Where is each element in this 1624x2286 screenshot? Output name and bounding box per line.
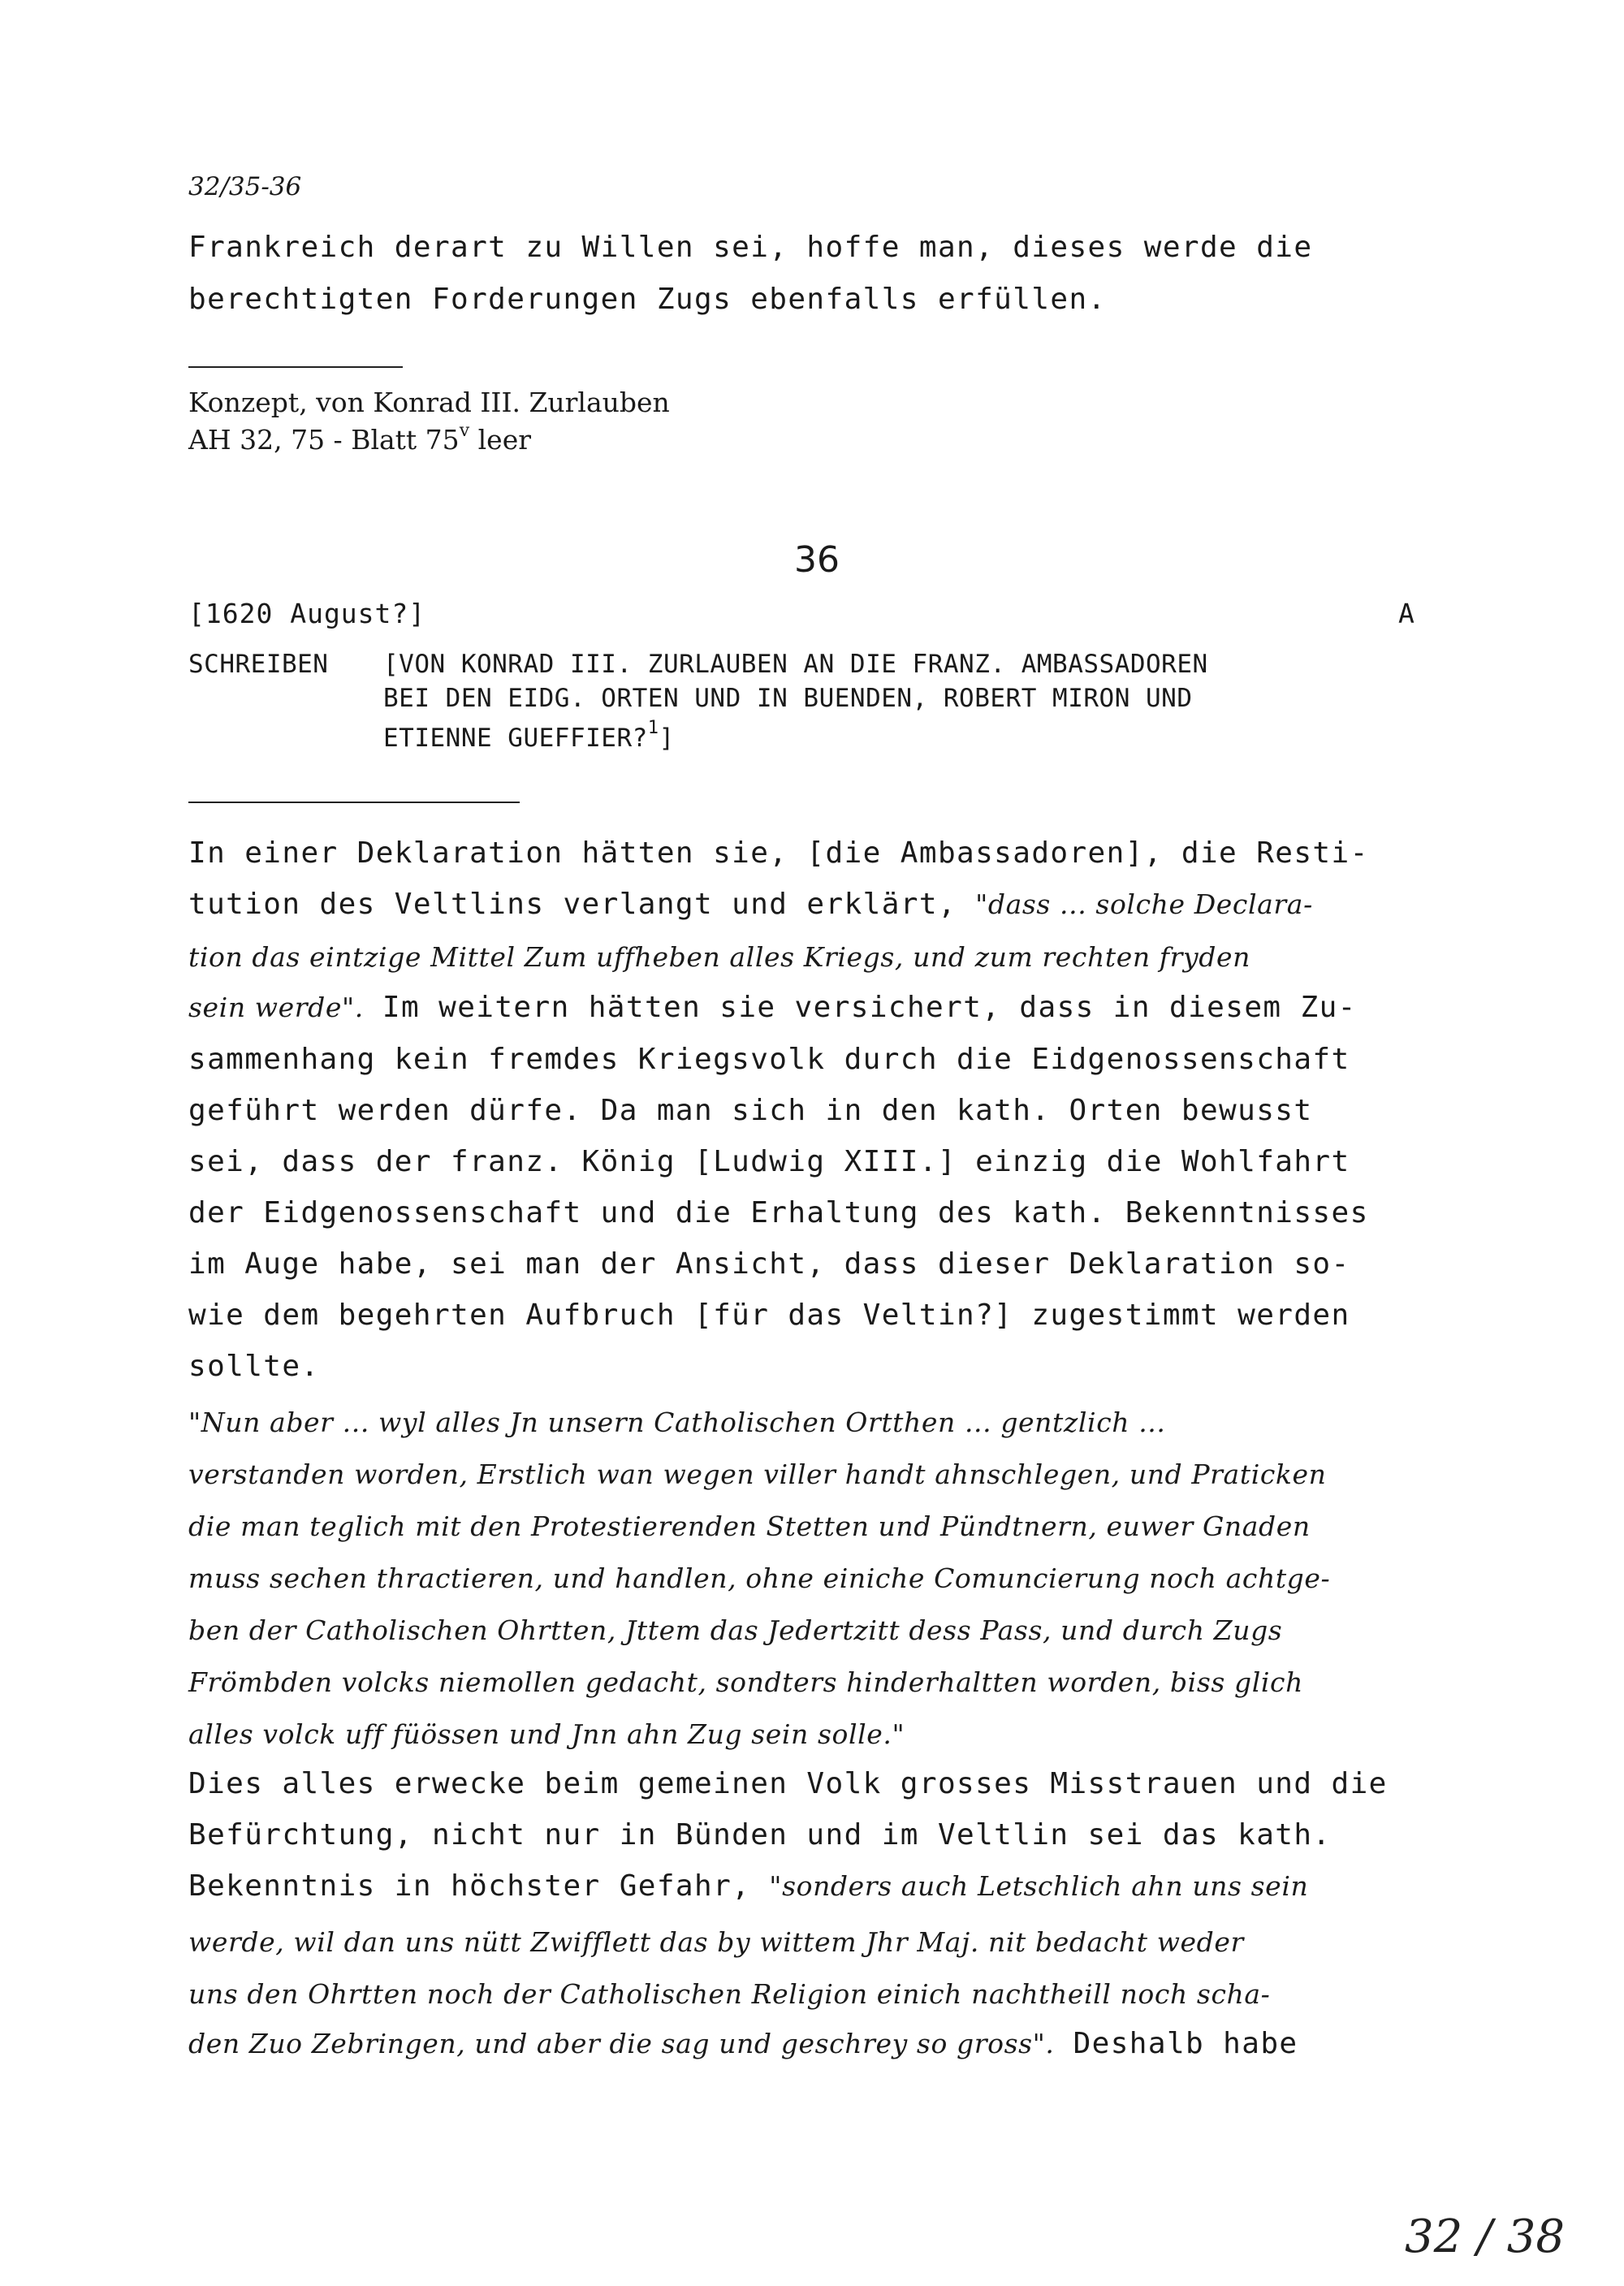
superscript: v (459, 421, 470, 441)
body-line (188, 888, 1313, 921)
body-line (188, 2027, 1298, 2060)
quotation-line: Frömbden volcks niemollen gedacht, sondters hinderhaltten worden, biss glich (188, 1666, 1303, 1698)
quotation-line: alles volck uff füössen und Jnn ahn Zug sein solle." (188, 1718, 905, 1750)
body-line: In einer Deklaration hätten sie, [die Ambassadoren], die Resti- (188, 836, 1369, 870)
body-line: geführt werden dürfe. Da man sich in den kath. Orten bewusst (188, 1094, 1313, 1127)
page-reference: 32/35-36 (188, 172, 302, 201)
quotation-text: "dass ... solche Declara- (975, 888, 1313, 920)
body-line: Befürchtung, nicht nur in Bünden und im Veltlin sei das kath. (188, 1818, 1332, 1852)
body-line: sammenhang kein fremdes Kriegsvolk durch die Eidgenossenschaft (188, 1043, 1350, 1076)
body-line: im Auge habe, sei man der Ansicht, dass dieser Deklaration so- (188, 1247, 1350, 1281)
body-line (188, 1869, 1308, 1903)
footnote-marker: 1 (647, 718, 659, 738)
body-line: Dies alles erwecke beim gemeinen Volk grosses Misstrauen und die (188, 1767, 1388, 1800)
heading-line (383, 718, 675, 753)
body-text: tution des Veltlins verlangt und erklärt, (188, 888, 976, 921)
body-text: Im weitern hätten sie versichert, dass in diesem Zu- (363, 991, 1357, 1024)
handwritten-folio-number: 32 / 38 (1405, 2210, 1565, 2263)
source-note-text: leer (469, 424, 532, 456)
heading-text: ETIENNE GUEFFIER? (383, 724, 648, 753)
body-line: der Eidgenossenschaft und die Erhaltung des kath. Bekenntnisses (188, 1196, 1369, 1229)
quotation-text: sein werde". (188, 992, 364, 1023)
source-note-text: AH 32, 75 - Blatt 75 (188, 424, 460, 456)
quotation-line: ben der Catholischen Ohrtten, Jttem das Jedertzitt dess Pass, und durch Zugs (188, 1614, 1283, 1646)
heading-label: SCHREIBEN (188, 650, 329, 679)
document-date: [1620 August?] (188, 598, 426, 629)
quotation-text: "sonders auch Letschlich ahn uns sein (769, 1870, 1309, 1902)
document-number: 36 (794, 539, 840, 581)
quotation-line: muss sechen thractieren, und handlen, ohne einiche Comuncierung noch achtge- (188, 1562, 1331, 1594)
quotation-text: den Zuo Zebringen, und aber die sag und geschrey so gross". (188, 2028, 1055, 2059)
quotation-line: "Nun aber ... wyl alles Jn unsern Catholischen Ortthen ... gentzlich ... (188, 1407, 1166, 1438)
quotation-line: die man teglich mit den Protestierenden Stetten und Pündtnern, euwer Gnaden (188, 1510, 1311, 1542)
body-text: Deshalb habe (1054, 2027, 1298, 2060)
body-line: wie dem begehrten Aufbruch [für das Veltin?] zugestimmt werden (188, 1299, 1350, 1332)
quotation-line: uns den Ohrtten noch der Catholischen Religion einich nachtheill noch scha- (188, 1978, 1271, 2010)
quotation-line: werde, wil dan uns nütt Zwifflett das by wittem Jhr Maj. nit bedacht weder (188, 1926, 1244, 1958)
body-text: Bekenntnis in höchster Gefahr, (188, 1869, 770, 1903)
quotation-line: tion das eintzige Mittel Zum uffheben alles Kriegs, und zum rechten fryden (188, 941, 1250, 973)
heading-text: ] (659, 724, 675, 753)
continuation-line: Frankreich derart zu Willen sei, hoffe man, dieses werde die (188, 231, 1313, 264)
heading-rule (188, 802, 520, 803)
source-note-line: Konzept, von Konrad III. Zurlauben (188, 387, 670, 418)
heading-line: [VON KONRAD III. ZURLAUBEN AN DIE FRANZ. AMBASSADOREN (383, 650, 1208, 679)
body-line: sollte. (188, 1350, 320, 1383)
series-letter: A (1398, 598, 1415, 629)
body-line (188, 991, 1357, 1024)
source-note-line (188, 421, 531, 456)
continuation-line: berechtigten Forderungen Zugs ebenfalls erfüllen. (188, 283, 1107, 316)
footnote-rule (188, 366, 403, 368)
body-line: sei, dass der franz. König [Ludwig XIII.] einzig die Wohlfahrt (188, 1145, 1350, 1178)
heading-line: BEI DEN EIDG. ORTEN UND IN BUENDEN, ROBERT MIRON UND (383, 684, 1193, 713)
quotation-line: verstanden worden, Erstlich wan wegen viller handt ahnschlegen, und Praticken (188, 1458, 1327, 1490)
